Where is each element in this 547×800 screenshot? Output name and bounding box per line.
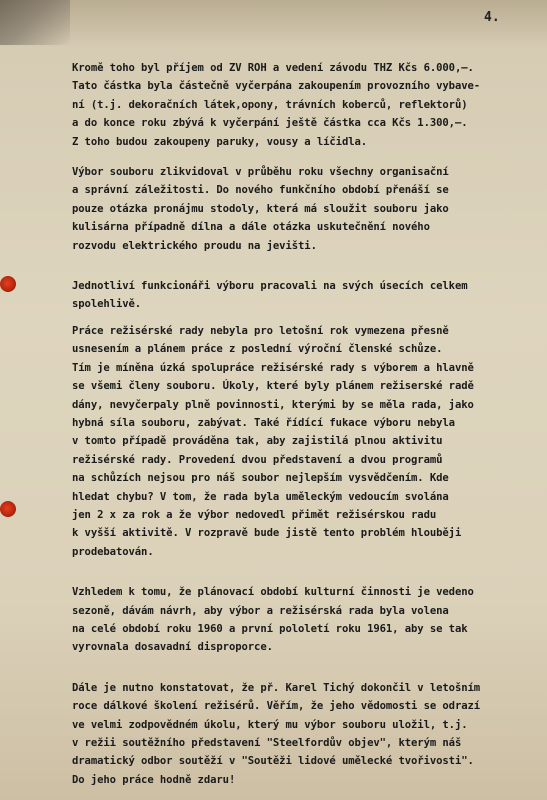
text-line: a správní záležitosti. Do nového funkčního období přenáší se <box>72 184 449 197</box>
text-line: Kromě toho byl příjem od ZV ROH a vedení závodu THZ Kčs 6.000,—. <box>72 62 474 74</box>
text-line: Vzhledem k tomu, že plánovací období kulturní činnosti je vedeno <box>72 586 474 599</box>
text-line: na schůzích nejsou pro náš soubor nejlepším vysvědčením. Kde <box>72 472 449 485</box>
text-line: roce dálkové školení režisérů. Věřím, že jeho vědomosti se odrazí <box>72 700 481 713</box>
text-line: a do konce roku zbývá k vyčerpání ještě částka cca Kčs 1.300,—. <box>72 117 468 130</box>
text-line: Dále je nutno konstatovat, že př. Karel Tichý dokončil v letošním <box>72 681 481 694</box>
text-line: ní (t.j. dekoračních látek,opony, trávních koberců, reflektorů) <box>72 98 468 111</box>
text-line: Tím je míněna úzká spolupráce režisérské rady s výborem a hlavně <box>72 361 474 374</box>
document-body <box>72 59 542 789</box>
binder-hole-icon <box>0 501 16 517</box>
paragraph-officials <box>72 277 542 314</box>
text-line: Jednotliví funkcionáři výboru pracovali na svých úsecích celkem <box>72 280 468 293</box>
text-line: hybná síla souboru, zabývat. Také řídící fukace výboru nebyla <box>72 416 455 429</box>
text-line: dány, nevyčerpaly plně povinnosti, kterými by se měla rada, jako <box>72 398 474 411</box>
paragraph-income <box>72 59 542 151</box>
text-line: Výbor souboru zlikvidoval v průběhu roku všechny organisační <box>72 166 449 179</box>
text-line: Práce režisérské rady nebyla pro letošní rok vymezena přesně <box>72 324 449 337</box>
paragraph-director-council <box>72 322 542 561</box>
paragraph-training <box>72 679 542 789</box>
text-line: ve velmi zodpovědném úkolu, který mu výbor souboru uložil, t.j. <box>72 718 468 731</box>
text-line: dramatický odbor soutěží v "Soutěži lidové umělecké tvořivosti". <box>72 755 474 768</box>
page-corner-shadow <box>0 0 70 45</box>
text-line: spolehlivě. <box>72 298 142 311</box>
text-line: Do jeho práce hodně zdaru! <box>72 773 236 786</box>
text-line: k vyšší aktivitě. V rozpravě bude jistě tento problém hlouběji <box>72 527 462 540</box>
text-line: pouze otázka pronájmu stodoly, která má sloužit souboru jako <box>72 202 449 215</box>
text-line: kulisárna případně dílna a dále otázka uskutečnění nového <box>72 221 430 234</box>
text-line: usnesením a plánem práce z poslední výroční členské schůze. <box>72 343 443 356</box>
text-line: na celé období roku 1960 a první pololetí roku 1961, aby se tak <box>72 622 468 635</box>
text-line: jen 2 x za rok a že výbor nedovedl přimět režisérskou radu <box>72 508 437 521</box>
binder-hole-icon <box>0 276 16 292</box>
page-number: 4. <box>484 10 500 25</box>
text-line: hledat chybu? V tom, že rada byla uměleckým vedoucím svolána <box>72 490 449 503</box>
text-line: vyrovnala dosavadní disproporce. <box>72 641 273 654</box>
text-line: se všemi členy souboru. Úkoly, které byly plánem režiserské radě <box>72 380 474 393</box>
paragraph-proposal <box>72 583 542 657</box>
text-line: režisérské rady. Provedení dvou představení a dvou programů <box>72 453 443 466</box>
paragraph-committee <box>72 163 542 255</box>
text-line: prodebatován. <box>72 545 154 558</box>
text-line: Tato částka byla částečně vyčerpána zakoupením provozního vybave- <box>72 80 481 93</box>
text-line: sezoně, dávám návrh, aby výbor a režisérská rada byla volena <box>72 604 449 617</box>
text-line: v tomto případě prováděna tak, aby zajistilá plnou aktivitu <box>72 435 443 448</box>
text-line: v režii soutěžního představení "Steelfordův objev", kterým náš <box>72 737 462 749</box>
text-line: Z toho budou zakoupeny paruky, vousy a líčidla. <box>72 135 368 148</box>
text-line: rozvodu elektrického proudu na jevišti. <box>72 239 317 252</box>
